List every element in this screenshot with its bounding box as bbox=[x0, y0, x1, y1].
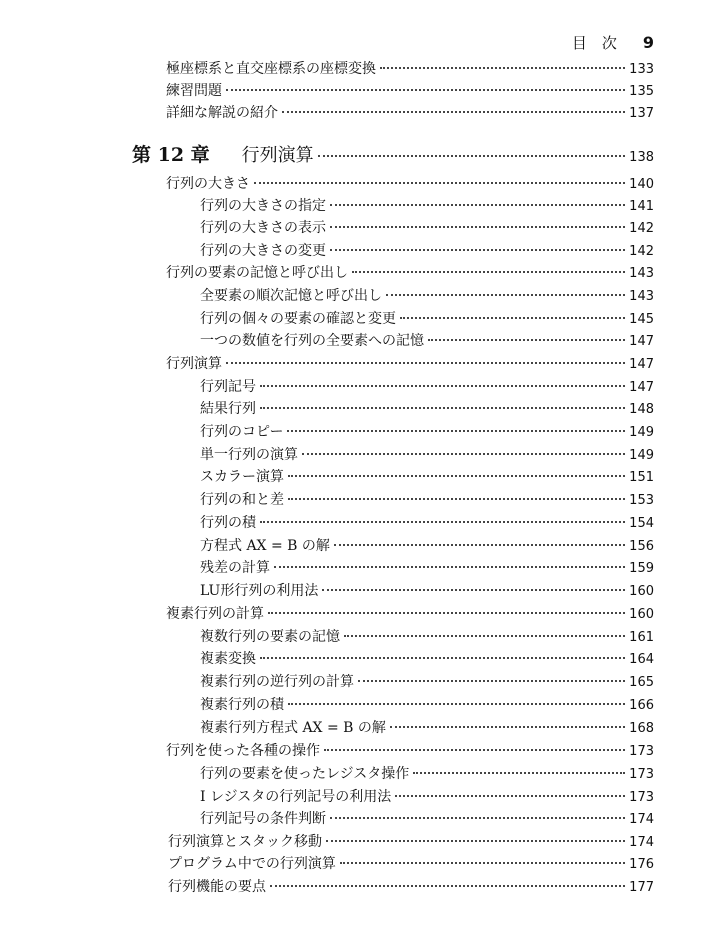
toc-entry-page: 164 bbox=[629, 652, 654, 667]
toc-entry bbox=[200, 559, 654, 578]
dot-leader bbox=[318, 155, 626, 157]
page-number: 9 bbox=[642, 33, 654, 52]
dot-leader bbox=[282, 111, 625, 113]
toc-entry bbox=[200, 378, 654, 397]
toc-entry bbox=[200, 468, 654, 487]
toc-entry-page: 143 bbox=[629, 289, 654, 304]
toc-entry bbox=[200, 332, 654, 351]
dot-leader bbox=[288, 475, 625, 477]
toc-entry bbox=[200, 628, 654, 647]
toc-entry-label: 複素行列の積 bbox=[200, 697, 284, 713]
toc-entry-page: 177 bbox=[629, 880, 654, 895]
dot-leader bbox=[226, 362, 625, 364]
toc-entry bbox=[200, 310, 654, 329]
toc-entry-page: 147 bbox=[629, 380, 654, 395]
toc-entry-label: 複素変換 bbox=[200, 651, 256, 667]
toc-entry bbox=[200, 197, 654, 216]
toc-entry-page: 159 bbox=[629, 561, 654, 576]
toc-entry bbox=[166, 742, 654, 761]
toc-entry bbox=[200, 423, 654, 442]
chapter-title: 行列演算 bbox=[241, 145, 314, 166]
toc-entry bbox=[200, 400, 654, 419]
dot-leader bbox=[330, 226, 625, 228]
toc-entry bbox=[200, 788, 654, 807]
toc-entry bbox=[200, 696, 654, 715]
dot-leader bbox=[400, 317, 625, 319]
toc-entry-label: 行列の要素を使ったレジスタ操作 bbox=[200, 766, 410, 782]
dot-leader bbox=[254, 182, 625, 184]
toc-entry bbox=[168, 833, 654, 852]
toc-entry-page: 143 bbox=[629, 266, 654, 281]
toc-entry-label: 行列の個々の要素の確認と変更 bbox=[200, 311, 396, 327]
dot-leader bbox=[324, 749, 625, 751]
toc-entry-page: 154 bbox=[629, 516, 654, 531]
toc-entry-page: 138 bbox=[629, 150, 654, 165]
dot-leader bbox=[330, 204, 625, 206]
dot-leader bbox=[395, 795, 625, 797]
dot-leader bbox=[334, 544, 625, 546]
dot-leader bbox=[268, 612, 625, 614]
dot-leader bbox=[344, 635, 625, 637]
toc-entry-page: 145 bbox=[629, 312, 654, 327]
dot-leader bbox=[260, 657, 625, 659]
toc-entry-page: 141 bbox=[629, 199, 654, 214]
toc-entry bbox=[200, 446, 654, 465]
dot-leader bbox=[390, 726, 625, 728]
toc-entry bbox=[200, 514, 654, 533]
toc-entry-label: 行列演算とスタック移動 bbox=[168, 834, 322, 850]
toc-entry-page: 133 bbox=[629, 62, 654, 77]
toc-entry-page: 173 bbox=[629, 744, 654, 759]
dot-leader bbox=[260, 407, 625, 409]
toc-entry-page: 173 bbox=[629, 767, 654, 782]
dot-leader bbox=[386, 294, 625, 296]
toc-entry-page: 151 bbox=[629, 470, 654, 485]
dot-leader bbox=[380, 67, 625, 69]
dot-leader bbox=[330, 249, 625, 251]
toc-entry bbox=[168, 855, 654, 874]
header-title: 目 次 bbox=[571, 34, 617, 52]
toc-entry-label: 行列の大きさの変更 bbox=[200, 243, 326, 259]
toc-entry-label: 詳細な解説の紹介 bbox=[166, 105, 278, 121]
toc-entry-label: 練習問題 bbox=[166, 83, 222, 99]
toc-entry-page: 174 bbox=[629, 835, 654, 850]
dot-leader bbox=[330, 817, 625, 819]
toc-entry bbox=[168, 878, 654, 897]
toc-entry bbox=[200, 765, 654, 784]
dot-leader bbox=[322, 589, 625, 591]
toc-entry-page: 173 bbox=[629, 790, 654, 805]
toc-entry-page: 160 bbox=[629, 607, 654, 622]
toc-entry-label: 複素行列の計算 bbox=[166, 606, 264, 622]
toc-entry-page: 156 bbox=[629, 539, 654, 554]
toc-entry-label: LU形行列の利用法 bbox=[200, 583, 319, 599]
dot-leader bbox=[302, 453, 625, 455]
chapter-number: 第 12 章 bbox=[132, 144, 210, 166]
toc-entry-label: 行列の和と差 bbox=[200, 492, 284, 508]
dot-leader bbox=[274, 566, 625, 568]
toc-entry bbox=[200, 582, 654, 601]
toc-entry-label: スカラー演算 bbox=[200, 469, 284, 485]
dot-leader bbox=[226, 89, 625, 91]
toc-entry-label: 行列の大きさ bbox=[166, 176, 250, 192]
toc-entry-label: 結果行列 bbox=[200, 401, 256, 417]
toc-entry bbox=[166, 104, 654, 123]
toc-entry bbox=[166, 175, 654, 194]
dot-leader bbox=[340, 862, 625, 864]
dot-leader bbox=[288, 498, 625, 500]
toc-entry-page: 140 bbox=[629, 177, 654, 192]
toc-entry-label: 行列記号 bbox=[200, 379, 256, 395]
toc-entry-page: 168 bbox=[629, 721, 654, 736]
dot-leader bbox=[352, 271, 625, 273]
dot-leader bbox=[428, 339, 625, 341]
toc-entry-label: 行列の大きさの指定 bbox=[200, 198, 326, 214]
toc-entry-page: 142 bbox=[629, 244, 654, 259]
dot-leader bbox=[288, 703, 625, 705]
toc-entry-page: 174 bbox=[629, 812, 654, 827]
toc-entry bbox=[166, 355, 654, 374]
toc-entry-label: 方程式 AX = B の解 bbox=[200, 538, 330, 554]
toc-entry bbox=[200, 242, 654, 261]
dot-leader bbox=[358, 680, 625, 682]
toc-chapter-entry bbox=[132, 146, 654, 167]
toc-entry-page: 176 bbox=[629, 857, 654, 872]
toc-entry-label: I レジスタの行列記号の利用法 bbox=[200, 789, 392, 805]
toc-entry-label: 行列機能の要点 bbox=[168, 879, 266, 895]
toc-entry bbox=[200, 719, 654, 738]
toc-entry-label: 複数行列の要素の記憶 bbox=[200, 629, 340, 645]
toc-entry-label: プログラム中での行列演算 bbox=[168, 856, 336, 872]
dot-leader bbox=[287, 430, 625, 432]
toc-entry-page: 149 bbox=[629, 425, 654, 440]
toc-entry-label: 複素行列の逆行列の計算 bbox=[200, 674, 354, 690]
toc-entry bbox=[166, 605, 654, 624]
toc-entry bbox=[200, 219, 654, 238]
dot-leader bbox=[326, 840, 625, 842]
dot-leader bbox=[413, 772, 625, 774]
running-header bbox=[572, 32, 654, 53]
toc-entry-page: 166 bbox=[629, 698, 654, 713]
toc-entry-page: 153 bbox=[629, 493, 654, 508]
toc-entry bbox=[166, 82, 654, 101]
toc-entry-label: 極座標系と直交座標系の座標変換 bbox=[166, 61, 376, 77]
toc-entry bbox=[200, 810, 654, 829]
toc-entry bbox=[200, 491, 654, 510]
toc-entry bbox=[200, 537, 654, 556]
toc-entry-page: 161 bbox=[629, 630, 654, 645]
toc-entry-page: 148 bbox=[629, 402, 654, 417]
toc-entry-page: 142 bbox=[629, 221, 654, 236]
toc-entry-label: 一つの数値を行列の全要素への記憶 bbox=[200, 333, 424, 349]
toc-entry-label: 行列記号の条件判断 bbox=[200, 811, 326, 827]
toc-entry bbox=[200, 287, 654, 306]
toc-entry-page: 137 bbox=[629, 106, 654, 121]
toc-entry bbox=[166, 60, 654, 79]
dot-leader bbox=[270, 885, 625, 887]
toc-entry-label: 複素行列方程式 AX = B の解 bbox=[200, 720, 386, 736]
toc-entry-page: 160 bbox=[629, 584, 654, 599]
toc-entry-label: 行列のコピー bbox=[200, 424, 284, 440]
toc-entry-label: 残差の計算 bbox=[200, 560, 270, 576]
dot-leader bbox=[260, 385, 625, 387]
toc-entry-page: 165 bbox=[629, 675, 654, 690]
toc-entry-page: 149 bbox=[629, 448, 654, 463]
toc-entry bbox=[166, 264, 654, 283]
toc-entry-label: 行列を使った各種の操作 bbox=[166, 743, 320, 759]
toc-entry-label: 全要素の順次記憶と呼び出し bbox=[200, 288, 382, 304]
toc-entry-page: 147 bbox=[629, 334, 654, 349]
dot-leader bbox=[260, 521, 625, 523]
toc-entry-label: 行列の積 bbox=[200, 515, 256, 531]
toc-entry bbox=[200, 673, 654, 692]
toc-entry-page: 135 bbox=[629, 84, 654, 99]
toc-entry-label: 行列演算 bbox=[166, 356, 222, 372]
toc-entry-label: 行列の大きさの表示 bbox=[200, 220, 326, 236]
toc-entry bbox=[200, 650, 654, 669]
toc-entry-label: 行列の要素の記憶と呼び出し bbox=[166, 265, 348, 281]
toc-entry-label: 単一行列の演算 bbox=[200, 447, 298, 463]
toc-entry-page: 147 bbox=[629, 357, 654, 372]
